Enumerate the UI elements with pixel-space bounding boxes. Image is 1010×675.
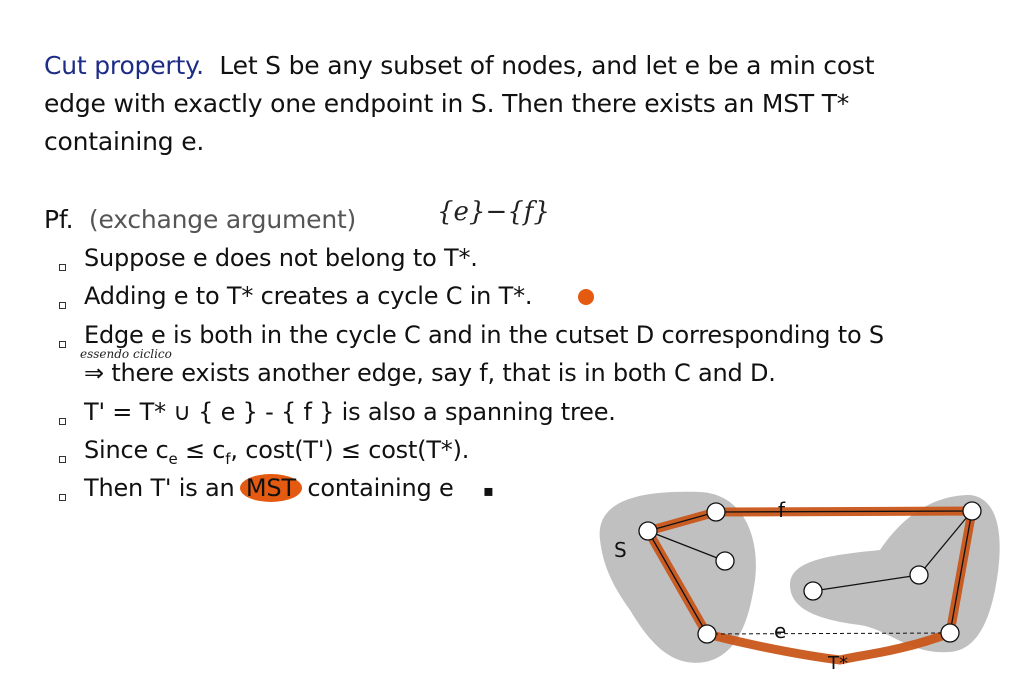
bullet-6: Then T' is an MST containing e ▪: [84, 474, 494, 502]
node: [963, 502, 981, 520]
node: [707, 503, 725, 521]
node: [804, 582, 822, 600]
proof-label: Pf.: [44, 205, 74, 234]
node: [698, 625, 716, 643]
bullet-3-continuation: ⇒ there exists another edge, say f, that is in both C and D.: [84, 359, 776, 387]
cut-property-heading: Cut property.: [44, 51, 204, 80]
label-e: e: [774, 619, 787, 643]
node: [639, 522, 657, 540]
statement-line-2: edge with exactly one endpoint in S. Then there exists an MST T*: [44, 89, 850, 118]
qed-mark: ▪: [483, 481, 494, 500]
bullet-2: Adding e to T* creates a cycle C in T*.: [84, 282, 533, 310]
statement-line-3: containing e.: [44, 127, 205, 156]
bullet-3: Edge e is both in the cycle C and in the cutset D corresponding to S: [84, 321, 884, 349]
node: [910, 566, 928, 584]
label-f: f: [778, 498, 786, 522]
node: [941, 624, 959, 642]
handwritten-note: {e}−{f}: [437, 197, 550, 227]
mst-highlight: MST: [240, 474, 302, 502]
handwritten-margin-note: essendo ciclico: [80, 347, 172, 361]
bullet-5: Since $c_e \le c_f$, cost(T') ≤ cost(T*).: [84, 436, 470, 468]
proof-method: (exchange argument): [88, 205, 357, 234]
statement-text-1: Let S be any subset of nodes, and let e be a min cost: [219, 51, 875, 80]
node: [716, 552, 734, 570]
annotation-dot: [578, 289, 594, 305]
label-S: S: [614, 538, 627, 562]
bullet-1: Suppose e does not belong to T*.: [84, 244, 478, 272]
label-T-star: T*: [828, 653, 848, 674]
bullet-4: T' = T* ∪ { e } - { f } is also a spanning tree.: [84, 398, 616, 426]
